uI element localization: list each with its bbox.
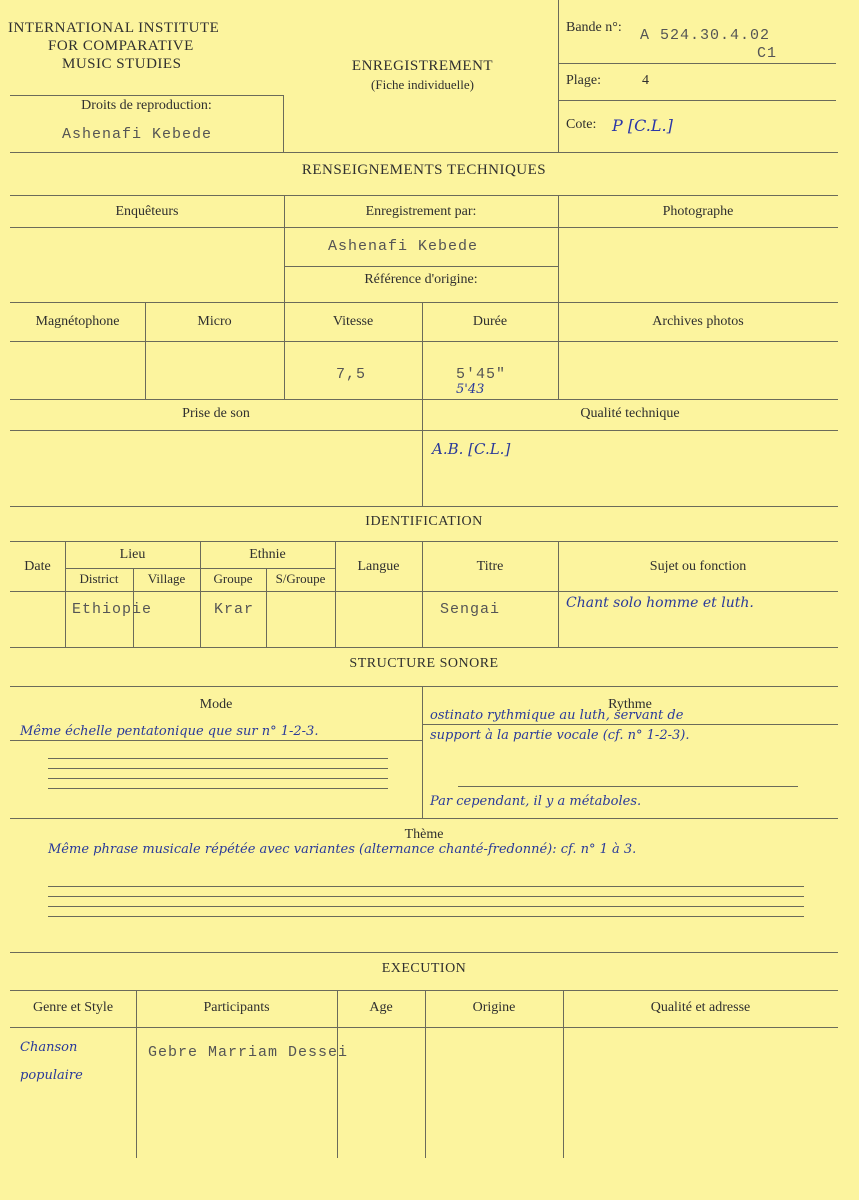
- rythme-value-3: Par cependant, il y a métaboles.: [430, 794, 642, 809]
- mode-label: Mode: [199, 697, 233, 712]
- theme-value: Même phrase musicale répétée avec variantes (alternance chanté-fredonné): cf. n° 1 à 3.: [48, 842, 637, 857]
- bande-value-2: C1: [757, 45, 778, 62]
- sujet-value: Chant solo homme et luth.: [566, 595, 754, 611]
- village-label: Village: [147, 571, 186, 586]
- theme-label: Thème: [404, 827, 444, 842]
- titre-label: Titre: [476, 559, 504, 574]
- rythme-value-2: support à la partie vocale (cf. n° 1-2-3).: [430, 728, 690, 743]
- origine-label: Origine: [472, 1000, 516, 1015]
- duree-value-2: 5'43: [456, 382, 485, 397]
- vitesse-value: 7,5: [336, 366, 367, 383]
- form-subtitle: (Fiche individuelle): [371, 77, 474, 92]
- duree-label: Durée: [472, 314, 508, 329]
- mode-value: Même échelle pentatonique que sur n° 1-2-3.: [20, 724, 319, 739]
- participants-value: Gebre Marriam Dessei: [148, 1044, 349, 1061]
- magnetophone-label: Magnétophone: [35, 314, 120, 329]
- ethnie-label: Ethnie: [249, 547, 286, 562]
- plage-label: Plage:: [566, 73, 601, 88]
- titre-value: Sengai: [440, 601, 501, 618]
- bande-value: A 524.30.4.02: [640, 27, 771, 44]
- form-title: ENREGISTREMENT: [351, 58, 494, 74]
- institute-line-1: INTERNATIONAL INSTITUTE: [8, 20, 220, 36]
- plage-value: 4: [642, 73, 649, 88]
- enregistrement-value: Ashenafi Kebede: [328, 238, 479, 255]
- section-execution: EXECUTION: [381, 961, 467, 976]
- duree-value: 5'45": [456, 366, 507, 383]
- rythme-label: Rythme: [608, 697, 652, 712]
- institute-line-2: FOR COMPARATIVE: [48, 38, 194, 54]
- droits-label: Droits de reproduction:: [81, 98, 212, 113]
- droits-value: Ashenafi Kebede: [62, 126, 213, 143]
- section-structure: STRUCTURE SONORE: [349, 656, 499, 671]
- participants-label: Participants: [203, 1000, 270, 1015]
- qualite-adresse-label: Qualité et adresse: [650, 1000, 751, 1015]
- groupe-label: Groupe: [213, 571, 253, 586]
- district-label: District: [79, 571, 119, 586]
- archives-label: Archives photos: [652, 314, 744, 329]
- institute-line-3: MUSIC STUDIES: [62, 56, 182, 72]
- cote-value: P [C.L.]: [612, 116, 673, 135]
- rythme-value-1: ostinato rythmique au luth, servant de: [430, 708, 684, 723]
- reference-label: Référence d'origine:: [364, 272, 478, 287]
- micro-label: Micro: [197, 314, 232, 329]
- section-identification: IDENTIFICATION: [365, 514, 483, 529]
- age-label: Age: [369, 1000, 393, 1015]
- cote-label: Cote:: [566, 117, 597, 132]
- genre-value-1: Chanson: [20, 1040, 78, 1055]
- qualite-value: A.B. [C.L.]: [432, 440, 511, 458]
- genre-label: Genre et Style: [32, 1000, 114, 1015]
- enqueteurs-label: Enquêteurs: [115, 204, 179, 219]
- district-value: Ethiopie: [72, 601, 153, 618]
- qualite-label: Qualité technique: [580, 406, 680, 421]
- vitesse-label: Vitesse: [332, 314, 374, 329]
- lieu-label: Lieu: [119, 547, 146, 562]
- prise-label: Prise de son: [182, 406, 250, 421]
- date-label: Date: [24, 559, 51, 574]
- enregistrement-label: Enregistrement par:: [365, 204, 477, 219]
- bande-label: Bande n°:: [566, 20, 622, 35]
- langue-label: Langue: [357, 559, 400, 574]
- genre-value-2: populaire: [20, 1068, 83, 1083]
- section-technique: RENSEIGNEMENTS TECHNIQUES: [301, 162, 547, 178]
- sgroupe-label: S/Groupe: [275, 571, 326, 586]
- sujet-label: Sujet ou fonction: [649, 559, 747, 574]
- groupe-value: Krar: [214, 601, 255, 618]
- photographe-label: Photographe: [662, 204, 734, 219]
